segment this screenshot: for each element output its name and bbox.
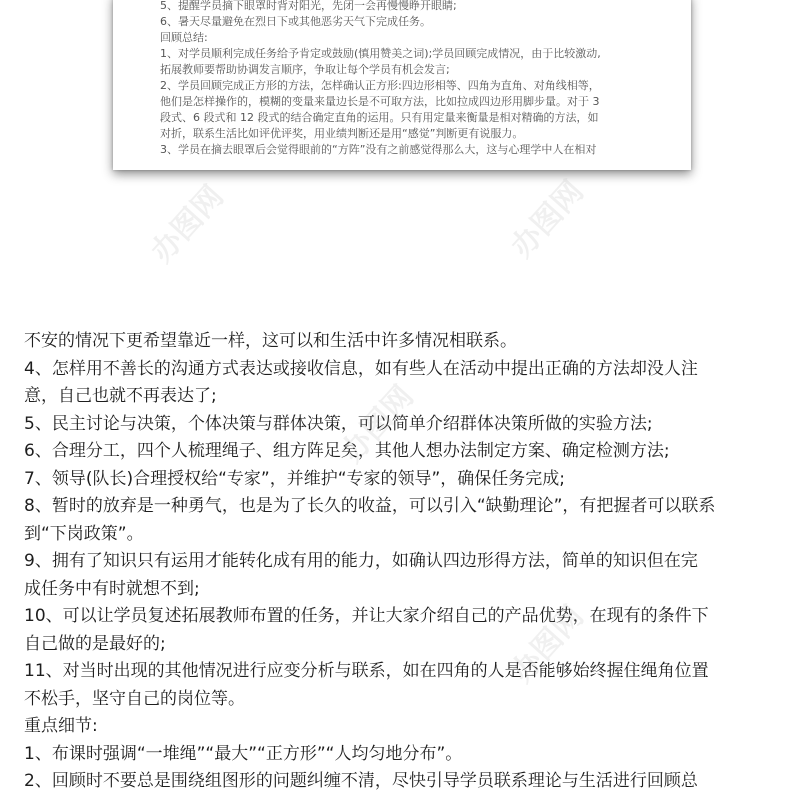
card-line: 5、提醒学员摘下眼罩时背对阳光，先闭一会再慢慢睁开眼睛; bbox=[160, 0, 457, 12]
text-line: 6、合理分工，四个人梳理绳子、组方阵足矣，其他人想办法制定方案、确定检测方法; bbox=[24, 441, 670, 461]
text-line: 8、暂时的放弃是一种勇气，也是为了长久的收益，可以引入“缺勤理论”，有把握者可以联系 bbox=[24, 496, 716, 516]
card-line: 回顾总结: bbox=[160, 31, 208, 44]
card-line: 拓展教师要帮助协调发言顺序，争取让每个学员有机会发言; bbox=[160, 63, 450, 76]
watermark: 办图网 bbox=[334, 379, 421, 470]
watermark: 办图网 bbox=[504, 174, 591, 265]
text-line: 4、怎样用不善长的沟通方式表达或接收信息，如有些人在活动中提出正确的方法却没人注 bbox=[24, 358, 698, 379]
text-line: 到“下岗政策”。 bbox=[24, 523, 144, 544]
text-line: 不安的情况下更希望靠近一样，这可以和生活中许多情况相联系。 bbox=[24, 331, 517, 351]
watermark: 办图网 bbox=[144, 179, 231, 270]
card-line: 3、学员在摘去眼罩后会觉得眼前的“方阵”没有之前感觉得那么大，这与心理学中人在相对 bbox=[160, 143, 597, 156]
card-line: 段式、6 段式和 12 段式的结合确定直角的运用。只有用定量来衡量是相对精确的方法，如 bbox=[160, 111, 599, 124]
card-line: 2、学员回顾完成正方形的方法，怎样确认正方形:四边形相等、四角为直角、对角线相等， bbox=[160, 79, 600, 92]
text-line: 意，自己也就不再表达了; bbox=[24, 386, 217, 406]
card-line: 他们是怎样操作的，模糊的变量来量边长是不可取方法，比如拉成四边形用脚步量。对于 3 bbox=[160, 95, 600, 108]
watermark: 办图网 bbox=[504, 599, 591, 690]
text-line: 重点细节: bbox=[24, 716, 98, 736]
document-preview-card bbox=[113, 0, 691, 170]
text-line: 7、领导(队长)合理授权给“专家”，并维护“专家的领导”，确保任务完成; bbox=[24, 468, 566, 489]
text-line: 11、对当时出现的其他情况进行应变分析与联系，如在四角的人是否能够始终握住绳角位置 bbox=[24, 661, 709, 681]
text-line: 自己做的是最好的; bbox=[24, 633, 166, 654]
card-line: 1、对学员顺利完成任务给予肯定或鼓励(慎用赞美之词);学员回顾完成情况，由于比较激动, bbox=[160, 47, 601, 60]
main-text bbox=[24, 328, 784, 796]
card-line: 对折，联系生活比如评优评奖，用业绩判断还是用“感觉”判断更有说服力。 bbox=[160, 127, 524, 140]
text-line: 5、民主讨论与决策，个体决策与群体决策，可以简单介绍群体决策所做的实验方法; bbox=[24, 413, 653, 434]
card-line: 6、暑天尽量避免在烈日下或其他恶劣天气下完成任务。 bbox=[160, 15, 431, 28]
text-line: 10、可以让学员复述拓展教师布置的任务，并让大家介绍自己的产品优势，在现有的条件下 bbox=[24, 606, 709, 626]
text-line: 2、回顾时不要总是围绕组图形的问题纠缠不清，尽快引导学员联系理论与生活进行回顾总 bbox=[24, 771, 698, 791]
text-line: 1、布课时强调“一堆绳”“最大”“正方形”“人均匀地分布”。 bbox=[24, 743, 463, 764]
text-line: 9、拥有了知识只有运用才能转化成有用的能力，如确认四边形得方法，简单的知识但在完 bbox=[24, 551, 698, 571]
text-line: 成任务中有时就想不到; bbox=[24, 578, 200, 599]
text-line: 不松手，坚守自己的岗位等。 bbox=[24, 688, 245, 709]
